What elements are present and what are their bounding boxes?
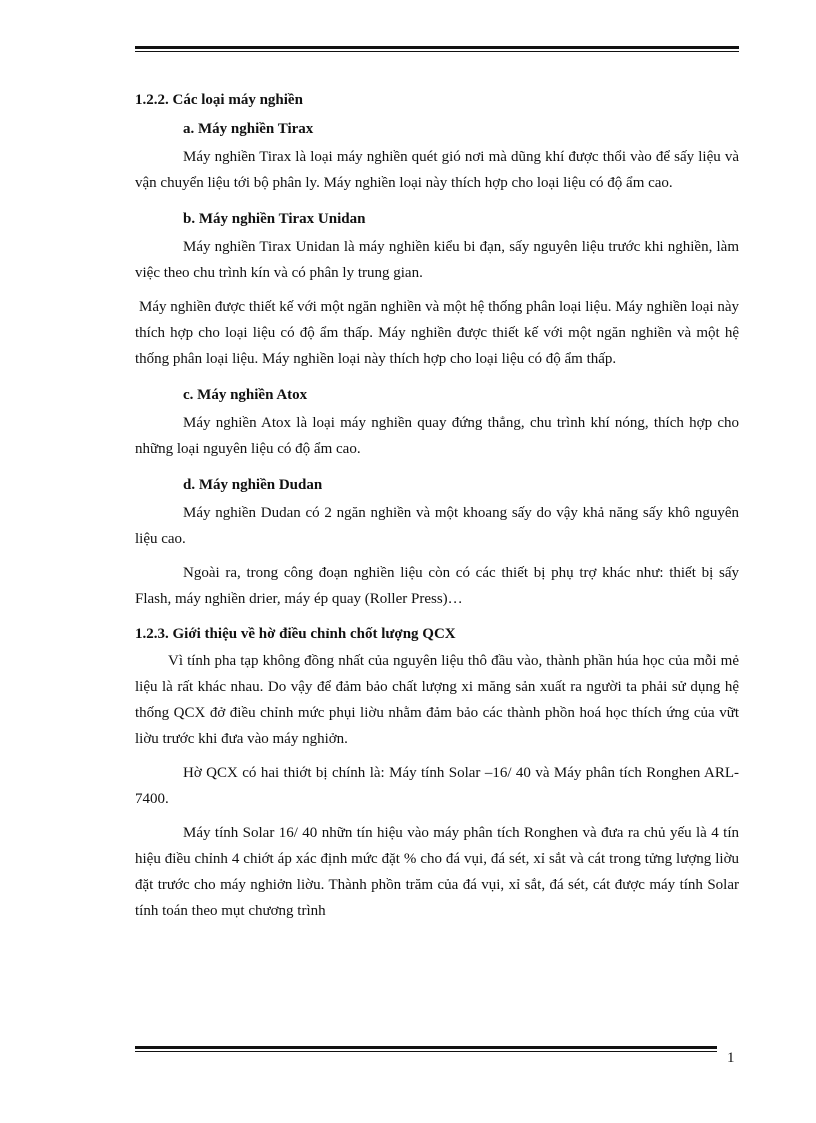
page-number: 1: [727, 1050, 735, 1066]
section-heading-1-2-3: 1.2.3. Giới thiệu về hờ điều chỉnh chốt lượng QCX: [135, 626, 456, 642]
subheading-tirax: a. Máy nghiền Tirax: [183, 121, 314, 137]
header-rule: [135, 46, 739, 52]
paragraph-tirax-unidan-2: Máy nghiền được thiết kế với một ngăn nghiền và một hệ thống phân loại liệu. Máy nghiền loại này thích hợp cho loại liệu có độ ẩm thấp. Máy nghiền được thiết kế với một ngăn nghiền và một hệ thống phân loại liệu. Máy nghiền loại này thích hợp cho loại liệu có độ ẩm thấp.: [135, 299, 739, 367]
paragraph-tirax-unidan-1: Máy nghiền Tirax Unidan là máy nghiền kiểu bi đạn, sấy nguyên liệu trước khi nghiền, làm việc theo chu trình kín và có phân ly trung gian.: [135, 239, 739, 281]
section-heading-1-2-2: 1.2.2. Các loại máy nghiền: [135, 92, 303, 108]
paragraph-qcx-1: Vì tính pha tạp không đồng nhất của nguyên liệu thô đầu vào, thành phần húa học của mỗi mẻ liệu là rất khác nhau. Do vậy để đảm bảo chất lượng xi măng sản xuất ra người ta phải sử dụng hệ thống QCX đở điều chỉnh mức phụi liờu nhằm đảm bảo các thành phồn hoá học thích ứng của vữt liờu trước khi đưa vào máy nghiởn.: [135, 653, 739, 747]
paragraph-tirax: Máy nghiền Tirax là loại máy nghiền quét gió nơi mà dũng khí được thổi vào để sấy liệu và vận chuyển liệu tới bộ phân ly. Máy nghiền loại này thích hợp cho loại liệu có độ ẩm cao.: [135, 149, 739, 191]
paragraph-atox: Máy nghiền Atox là loại máy nghiền quay đứng thẳng, chu trình khí nóng, thích hợp cho những loại nguyên liệu có độ ẩm cao.: [135, 415, 739, 457]
footer-rule: [135, 1046, 717, 1052]
paragraph-dudan-1: Máy nghiền Dudan có 2 ngăn nghiền và một khoang sấy do vậy khả năng sấy khô nguyên liệu cao.: [135, 505, 739, 547]
subheading-atox: c. Máy nghiền Atox: [183, 387, 308, 403]
paragraph-qcx-3: Máy tính Solar 16/ 40 nhữn tín hiệu vào máy phân tích Ronghen và đưa ra chủ yếu là 4 tín hiệu điều chỉnh 4 chiớt áp xác định mức đặt % cho đá vụi, đá sét, xỉ sắt và cát trong tửng lượng liờu đặt trước cho máy nghiởn liờu. Thành phồn trăm của đá vụi, xỉ sắt, đá sét, cát được máy tính Solar tính toán theo mụt chương trình: [135, 825, 739, 919]
document-body: [135, 80, 739, 932]
paragraph-dudan-2: Ngoài ra, trong công đoạn nghiền liệu còn có các thiết bị phụ trợ khác như: thiết bị sấy Flash, máy nghiền drier, máy ép quay (Roller Press)…: [135, 565, 739, 607]
subheading-tirax-unidan: b. Máy nghiền Tirax Unidan: [183, 211, 366, 227]
paragraph-qcx-2: Hờ QCX có hai thiớt bị chính là: Máy tính Solar –16/ 40 và Máy phân tích Ronghen ARL-7400.: [135, 765, 739, 807]
subheading-dudan: d. Máy nghiền Dudan: [183, 477, 323, 493]
